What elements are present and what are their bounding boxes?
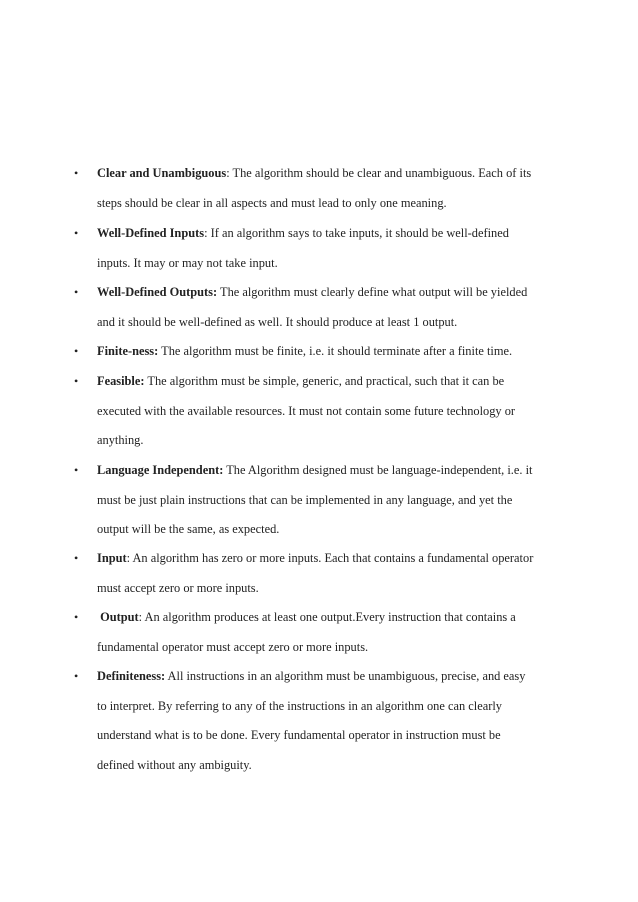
list-item-text: : The algorithm should be clear and unambiguous. Each of its bbox=[226, 166, 532, 180]
list-item-line: steps should be clear in all aspects and must lead to only one meaning. bbox=[97, 195, 447, 210]
list-item-clear-and-unambiguous bbox=[74, 159, 567, 218]
list-item-text: The algorithm must be finite, i.e. it should terminate after a finite time. bbox=[158, 344, 513, 358]
list-item-term: Clear and Unambiguous bbox=[97, 166, 227, 180]
list-item-line: understand what is to be done. Every fundamental operator in instruction must be bbox=[97, 728, 501, 743]
list-item-text: All instructions in an algorithm must be unambiguous, precise, and easy bbox=[165, 669, 526, 683]
bullet-icon: • bbox=[74, 463, 79, 477]
list-item-line: fundamental operator must accept zero or more inputs. bbox=[97, 639, 369, 654]
list-item-text: : An algorithm has zero or more inputs. Each that contains a fundamental operator bbox=[126, 551, 534, 565]
list-item-term: Output bbox=[97, 610, 139, 624]
list-item-well-defined-outputs bbox=[74, 278, 567, 337]
list-item-line bbox=[97, 159, 567, 189]
bullet-icon: • bbox=[74, 551, 79, 565]
bullet-icon: • bbox=[74, 344, 79, 358]
bullet-icon: • bbox=[74, 226, 79, 240]
list-item-line: and it should be well-defined as well. It should produce at least 1 output. bbox=[97, 314, 458, 329]
list-item-line bbox=[97, 278, 567, 308]
list-item-line: to interpret. By referring to any of the instructions in an algorithm one can clearly bbox=[97, 698, 502, 713]
list-item-line: output will be the same, as expected. bbox=[97, 522, 280, 537]
list-item-line bbox=[97, 219, 567, 249]
list-item-line bbox=[97, 544, 567, 574]
list-item-term: Well-Defined Inputs bbox=[97, 226, 205, 240]
list-item-output bbox=[74, 603, 567, 662]
list-item-term: Language Independent: bbox=[97, 463, 224, 477]
list-item-term: Input bbox=[97, 551, 127, 565]
list-item-term: Feasible: bbox=[97, 374, 145, 388]
list-item-feasible bbox=[74, 367, 567, 456]
list-item-line: defined without any ambiguity. bbox=[97, 757, 252, 772]
list-item-term: Finite-ness: bbox=[97, 344, 159, 358]
list-item-line bbox=[97, 456, 567, 486]
list-item-line bbox=[97, 603, 567, 633]
list-item-text: The algorithm must be simple, generic, and practical, such that it can be bbox=[144, 374, 505, 388]
list-item-line bbox=[97, 337, 567, 367]
list-item-line bbox=[97, 367, 567, 397]
bullet-icon: • bbox=[74, 166, 79, 180]
list-item-text: The algorithm must clearly define what output will be yielded bbox=[217, 285, 528, 299]
list-item-text: The Algorithm designed must be language-independent, i.e. it bbox=[223, 463, 533, 477]
list-item-line: must accept zero or more inputs. bbox=[97, 580, 259, 595]
list-item-well-defined-inputs bbox=[74, 219, 567, 278]
list-item-input bbox=[74, 544, 567, 603]
list-item-line: inputs. It may or may not take input. bbox=[97, 255, 278, 270]
list-item-term: Definiteness: bbox=[97, 669, 166, 683]
list-item-definiteness bbox=[74, 662, 567, 780]
bullet-icon: • bbox=[74, 610, 79, 624]
list-item-line: executed with the available resources. It must not contain some future technology or bbox=[97, 403, 516, 418]
list-item-text: : An algorithm produces at least one output.Every instruction that contains a bbox=[138, 610, 516, 624]
bullet-icon: • bbox=[74, 285, 79, 299]
list-item-line: must be just plain instructions that can be implemented in any language, and yet the bbox=[97, 492, 513, 507]
list-item-line bbox=[97, 662, 567, 692]
list-item-term: Well-Defined Outputs: bbox=[97, 285, 218, 299]
bullet-icon: • bbox=[74, 669, 79, 683]
list-item-language-independent bbox=[74, 456, 567, 545]
list-item-text: : If an algorithm says to take inputs, it should be well-defined bbox=[204, 226, 509, 240]
list-item-finite-ness bbox=[74, 337, 567, 367]
list-item-line: anything. bbox=[97, 433, 144, 448]
bullet-icon: • bbox=[74, 374, 79, 388]
